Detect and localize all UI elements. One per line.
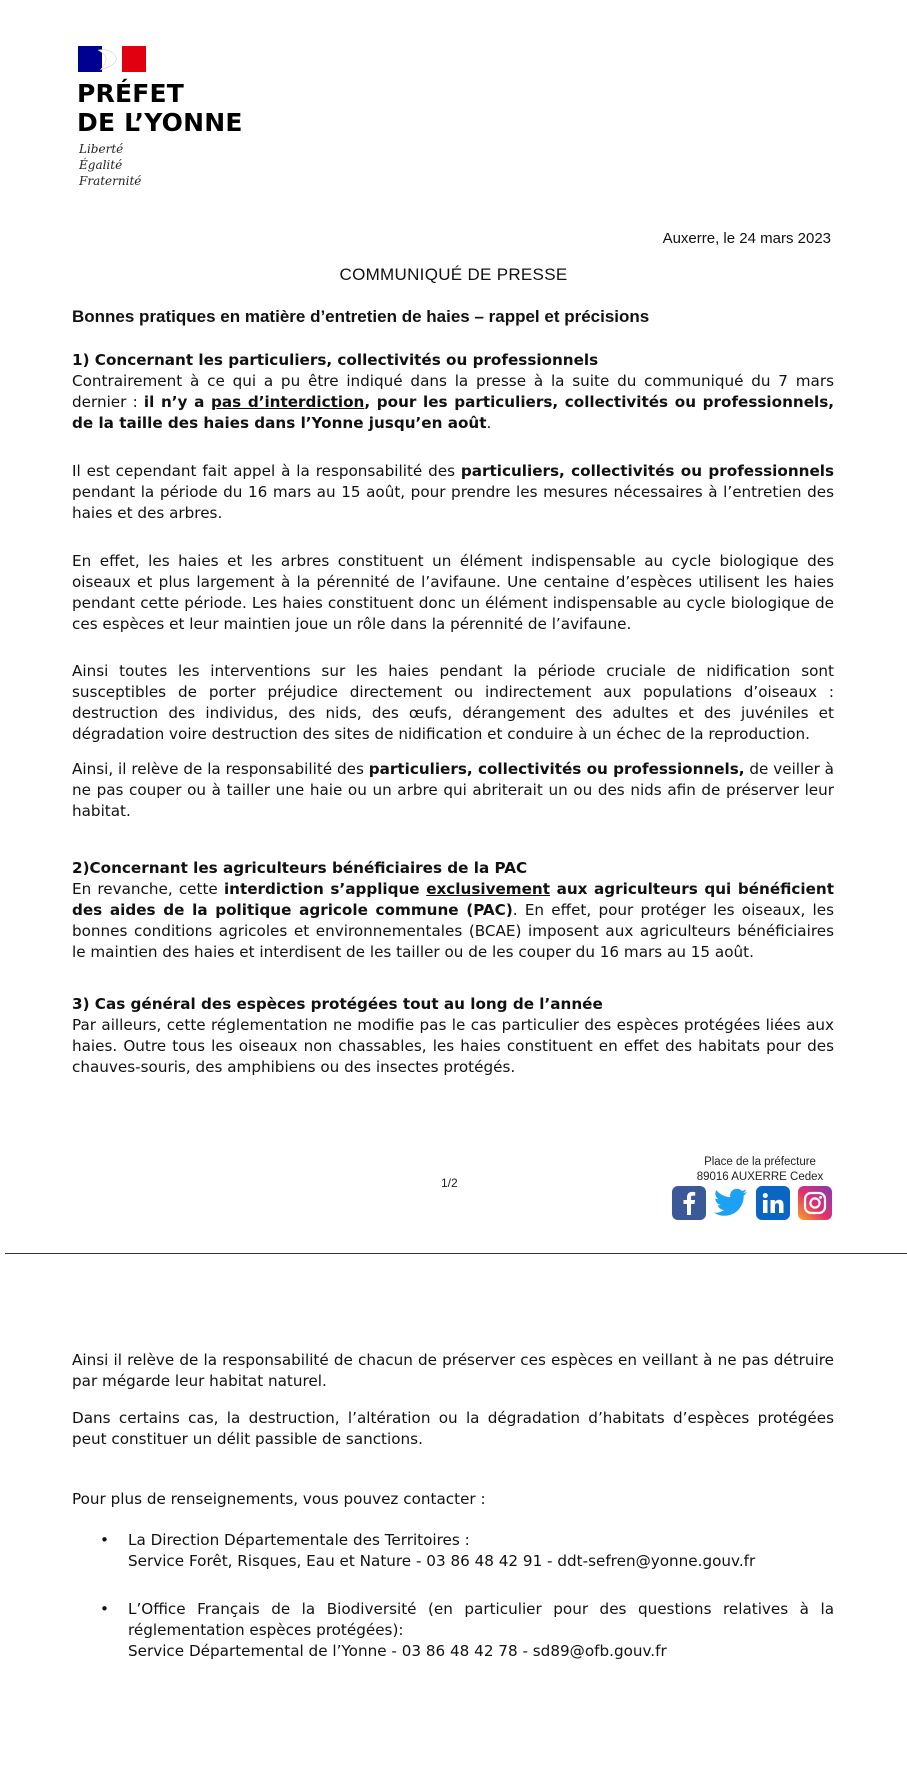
twitter-icon[interactable] bbox=[714, 1186, 748, 1220]
document-type: COMMUNIQUÉ DE PRESSE bbox=[339, 265, 568, 284]
linkedin-icon[interactable] bbox=[756, 1186, 790, 1220]
section-2 bbox=[72, 858, 834, 963]
section-1 bbox=[72, 350, 834, 434]
contact-ofb-line-2: Service Départemental de l’Yonne - 03 86 48 42 78 - sd89@ofb.gouv.fr bbox=[128, 1642, 667, 1660]
section-1-paragraph-3: En effet, les haies et les arbres constituent un élément indispensable au cycle biologique des oiseaux et plus largement à la pérennité de l’avifaune. Une centaine d’espèces utilisent les haies pendant cette période. Les haies constituent donc un élément indispensable au cycle biologique de ces espèces et leur maintien joue un rôle dans la pérennité de l’avifaune. bbox=[72, 552, 834, 633]
section-2-heading: 2)Concernant les agriculteurs bénéficiaires de la PAC bbox=[72, 859, 528, 877]
contact-ddt-line-1: La Direction Départementale des Territoires : bbox=[128, 1531, 470, 1549]
press-date: Auxerre, le 24 mars 2023 bbox=[662, 230, 831, 247]
contact-ddt-line-2: Service Forêt, Risques, Eau et Nature - 03 86 48 42 91 - ddt-sefren@yonne.gouv.fr bbox=[128, 1552, 756, 1570]
contact-intro: Pour plus de renseignements, vous pouvez contacter : bbox=[72, 1490, 486, 1508]
page-number: 1/2 bbox=[441, 1176, 458, 1190]
section-3 bbox=[72, 994, 834, 1078]
section-1-paragraph-4: Ainsi toutes les interventions sur les haies pendant la période cruciale de nidification sont susceptibles de porter préjudice directement ou indirectement aux populations d’oiseaux : destruction des individus, des nids, des œufs, dérangement des adultes et des juvéniles et dégradation voire destruction des sites de nidification et conduire à un échec de la reproduction. bbox=[72, 662, 834, 743]
address-line-2: 89016 AUXERRE Cedex bbox=[696, 1171, 824, 1183]
facebook-icon[interactable] bbox=[672, 1186, 706, 1220]
section-3-paragraph-1: Par ailleurs, cette réglementation ne modifie pas le cas particulier des espèces protégées liées aux haies. Outre tous les oiseaux non chassables, les haies constituent en effet des habitats pour des chauves-souris, des amphibiens ou des insectes protégés. bbox=[72, 1016, 834, 1076]
contact-ofb-line-1: L’Office Français de la Biodiversité (en particulier pour des questions relatives à la réglementation espèces protégées): bbox=[128, 1600, 834, 1639]
document-title: Bonnes pratiques en matière d’entretien de haies – rappel et précisions bbox=[72, 307, 650, 326]
contact-list bbox=[72, 1530, 834, 1572]
address-line-1: Place de la préfecture bbox=[704, 1156, 816, 1168]
logo-line-1: PRÉFET bbox=[77, 79, 185, 108]
social-links bbox=[672, 1186, 832, 1220]
motto-liberte: Liberté bbox=[79, 142, 124, 156]
contact-item-ofb bbox=[72, 1599, 834, 1662]
instagram-icon[interactable] bbox=[798, 1186, 832, 1220]
section-3-heading: 3) Cas général des espèces protégées tout au long de l’année bbox=[72, 995, 603, 1013]
motto-fraternite: Fraternité bbox=[79, 174, 142, 188]
page-2-paragraph-1: Ainsi il relève de la responsabilité de chacun de préserver ces espèces en veillant à ne pas détruire par mégarde leur habitat naturel. bbox=[72, 1351, 834, 1390]
section-1-paragraph-1: Contrairement à ce qui a pu être indiqué dans la presse à la suite du communiqué du 7 mars dernier : il n’y a pas d’interdiction, pour les particuliers, collectivités ou professionnels, de la taille des haies dans l’Yonne jusqu’en août. bbox=[72, 372, 835, 432]
section-1-heading: 1) Concernant les particuliers, collectivités ou professionnels bbox=[72, 351, 599, 369]
marianne-logo-flag-icon bbox=[78, 46, 146, 72]
prefecture-address bbox=[670, 1155, 850, 1185]
page-separator bbox=[5, 1253, 907, 1254]
section-1-paragraph-5: Ainsi, il relève de la responsabilité des particuliers, collectivités ou professionnels, de veiller à ne pas couper ou à tailler une haie ou un arbre qui abriterait un ou des nids afin de préserver leur habitat. bbox=[72, 760, 834, 820]
section-1-paragraph-2: Il est cependant fait appel à la responsabilité des particuliers, collectivités ou professionnels pendant la période du 16 mars au 15 août, pour prendre les mesures nécessaires à l’entretien des haies et des arbres. bbox=[72, 462, 834, 522]
bullet: • bbox=[100, 1600, 109, 1618]
bullet: • bbox=[100, 1531, 109, 1549]
page-2-paragraph-2: Dans certains cas, la destruction, l’altération ou la dégradation d’habitats d’espèces protégées peut constituer un délit passible de sanctions. bbox=[72, 1409, 834, 1448]
motto-egalite: Égalité bbox=[79, 158, 123, 172]
contact-item-ddt bbox=[72, 1530, 834, 1572]
contact-list-2 bbox=[72, 1599, 834, 1662]
republic-motto bbox=[79, 141, 141, 189]
section-2-paragraph-1: En revanche, cette interdiction s’applique exclusivement aux agriculteurs qui bénéficient des aides de la politique agricole commune (PAC). En effet, pour protéger les oiseaux, les bonnes conditions agricoles et environnementales (BCAE) imposent aux agriculteurs bénéficiaires le maintien des haies et interdisent de les tailler ou de les couper du 16 mars au 15 août. bbox=[72, 880, 834, 961]
logo-line-2: DE L’YONNE bbox=[77, 108, 243, 137]
prefecture-logo-title bbox=[77, 79, 243, 137]
